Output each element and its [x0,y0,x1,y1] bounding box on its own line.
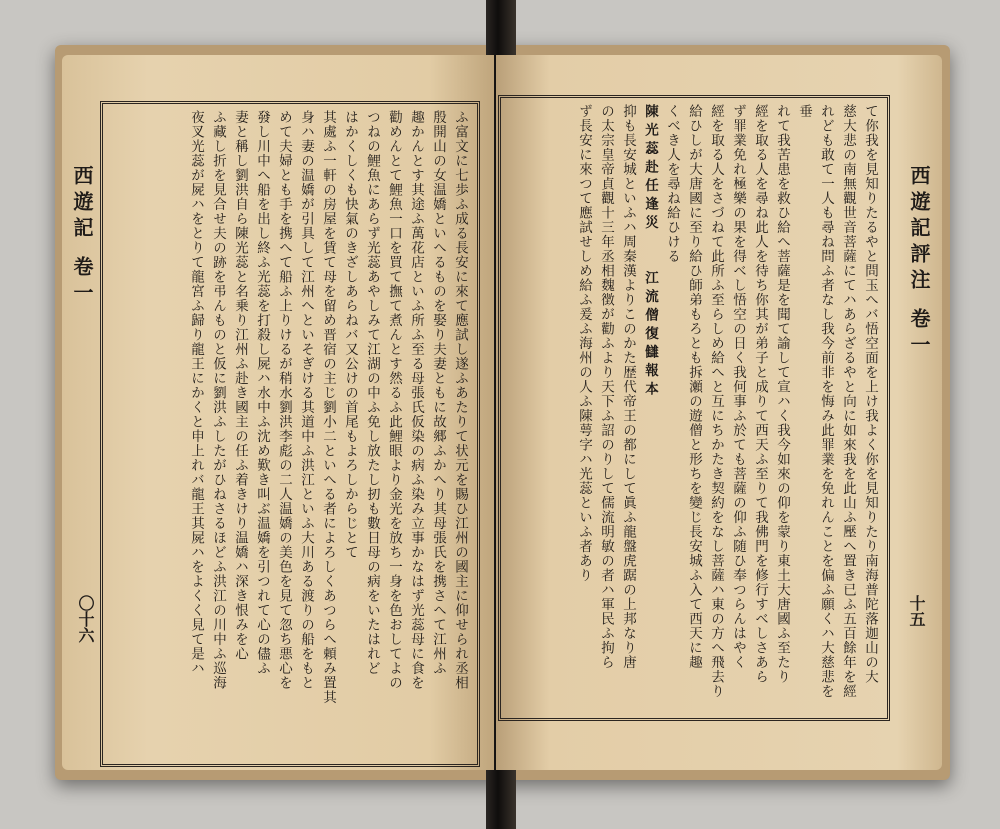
text-line: 妻と稱し劉洪自ら陳光蕊と名乗り江州ふ赴き國主の任ふ着きけり温嬌ハ深き恨みを心 [232,110,248,661]
left-text-frame [100,101,480,767]
right-page [496,55,942,770]
right-page-number: 十五 [907,595,926,627]
text-line: 發し川中へ船を出し終ふ光蕊を打殺し屍ハ水中ふ沈め歎き叫ぶ温嬌を引つれて心の儘ふ [254,110,270,676]
left-text-body [109,110,471,758]
chapter-heading: 陳光蕊赴任逢災 江流僧復讎報本 [642,104,658,400]
text-line: 給ひしが大唐國に至り給ひ師弟もろとも拆瀬の遊僧と形ちを變じ長安城ふ入て西天に趣 [686,104,702,670]
text-line: めて夫婦とも手を携へて船ふ上りけるが稍水劉洪李彪の二人温嬌の美色を見て忽ち悪心を [276,110,292,690]
text-line: くべき人を尋ね給ひける [664,104,680,264]
text-line: ふ富文に七歩ふ成る長安に來て應試し遂ふあたりて状元を賜ひ江州の國主に仰せられ丞相 [452,110,468,690]
text-line: 趣かんとす其途ふ萬花店といふ所ふ至る母張氏仮染の病ふ染み立事かなはず光蕊母に食を [408,110,424,690]
right-text-frame [498,95,890,721]
text-line: 經を取る人を尋ね此人を待ち你其が弟子と成りて西天ふ至りて我佛門を修行すべしさあら [752,104,768,684]
text-line: の太宗皇帝貞觀十三年丞相魏徴が勸ふより天下ふ詔のりして儒流明敏の者ハ軍民ふ拘ら [598,104,614,670]
text-line: 慈大悲の南無觀世音菩薩にてハあらざるやと向に如來我を此山ふ壓へ置き已ふ五百餘年を經 [840,104,856,699]
text-line: ふ藏し折を見合せ夫の跡を弔んものと仮に劉洪ふしたがひねさるほどふ洪江の川中ふ巡海 [210,110,226,690]
text-line: 勸めんとて鯉魚一口を買て撫て煮んとす然るふ此鯉眼より金光を放ち一身を色おしてよの [386,110,402,690]
text-line: はかくしくも快氣のきざしあらねバ又公けの首尾もよろしからじとて [342,110,358,560]
text-line: れども敢て一人も尋ね問ふ者なし我今前非を悔み此罪業を免れんことを偏ふ願くハ大慈悲を垂 [796,104,834,699]
right-margin-title: 西遊記評注 卷一 [907,165,931,360]
text-line: 抑も長安城といふハ周秦漢よりこのかた歴代帝王の都にして眞ふ龍盤虎踞の上邦なり唐 [620,104,636,670]
text-line: て你我を見知りたるやと問玉へバ悟空面を上け我よく你を見知りたり南海普陀落迦山の大 [862,104,878,684]
right-text-body [507,104,881,712]
text-line: ず罪業免れ極樂の果を得べし悟空の日く我何事ふ於ても菩薩の仰ふ随ひ奉つらんはやく [730,104,746,670]
text-line: 殷開山の女温嬌といへるものを娶り夫妻ともに故郷ふかへり其母張氏を携さへて江州ふ [430,110,446,676]
left-page [62,55,494,770]
text-line: 經を取る人をさづねて此所ふ至らしめ給へと互にちかたき契約をなし菩薩ハ東の方へ飛去り [708,104,724,699]
left-margin-title: 西遊記 卷一 [70,165,94,308]
text-line: れて我苦患を救ひ給へ菩薩是を聞て諭して宣ハく我今如來の仰を蒙り東土大唐國ふ至たり [774,104,790,684]
text-line: 夜叉光蕊が屍ハをとりて龍宮ふ歸り龍王にかくと申上れバ龍王其屍ハをよくく見て是ハ [188,110,204,676]
text-line: ず長安に來つて應試せしめ給ふ爰ふ海州の人ふ陳萼字ハ光蕊といふ者あり [576,104,592,583]
text-line: つねの鯉魚にあらず光蕊あやしみて江湖の中ふ免し放たし扨も數日母の病をいたはれど [364,110,380,676]
left-page-number: 〇十六 [76,595,95,643]
text-line: 身ハ妻の温嬌が引具して江州へといそぎける其道中ふ洪江といふ大川ある渡りの船をもと [298,110,314,690]
text-line: 其處ふ一軒の房屋を賃て母を留め晋宿の主じ劉小二といへる者によろしくあつらへ頼み置其 [320,110,336,705]
